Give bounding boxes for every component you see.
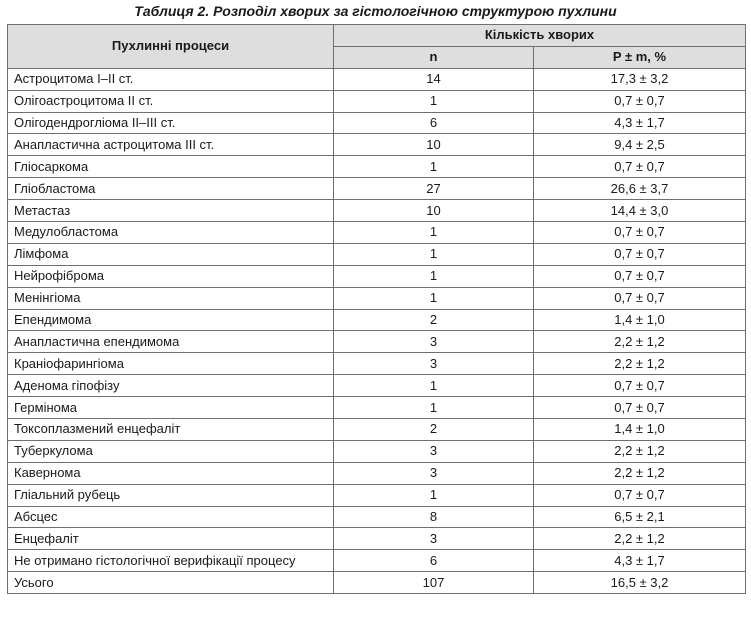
row-n-cell: 1 (334, 484, 534, 506)
row-p-cell: 0,7 ± 0,7 (534, 243, 746, 265)
row-p-cell: 9,4 ± 2,5 (534, 134, 746, 156)
row-name-cell: Астроцитома I–II ст. (8, 68, 334, 90)
row-name-cell: Не отримано гістологічної верифікації процесу (8, 550, 334, 572)
row-p-cell: 1,4 ± 1,0 (534, 309, 746, 331)
row-n-cell: 1 (334, 222, 534, 244)
row-n-cell: 1 (334, 375, 534, 397)
row-n-cell: 1 (334, 397, 534, 419)
table-row (8, 572, 746, 594)
row-n-cell: 1 (334, 243, 534, 265)
row-n-cell: 6 (334, 112, 534, 134)
row-name-cell: Епендимома (8, 309, 334, 331)
table-caption: Таблиця 2. Розподіл хворих за гістологічною структурою пухлини (134, 3, 617, 19)
row-p-cell: 0,7 ± 0,7 (534, 265, 746, 287)
header-process: Пухлинні процеси (8, 25, 334, 69)
row-n-cell: 3 (334, 331, 534, 353)
table-row (8, 353, 746, 375)
row-name-cell: Гермінома (8, 397, 334, 419)
row-n-cell: 10 (334, 200, 534, 222)
row-p-cell: 2,2 ± 1,2 (534, 353, 746, 375)
row-p-cell: 6,5 ± 2,1 (534, 506, 746, 528)
row-n-cell: 3 (334, 528, 534, 550)
row-p-cell: 1,4 ± 1,0 (534, 419, 746, 441)
table-row (8, 484, 746, 506)
row-n-cell: 10 (334, 134, 534, 156)
row-name-cell: Медулобластома (8, 222, 334, 244)
table-body (8, 68, 746, 593)
table-row (8, 112, 746, 134)
row-p-cell: 17,3 ± 3,2 (534, 68, 746, 90)
row-name-cell: Олігоастроцитома II ст. (8, 90, 334, 112)
table-row (8, 309, 746, 331)
table-row (8, 200, 746, 222)
row-p-cell: 16,5 ± 3,2 (534, 572, 746, 594)
table-row (8, 375, 746, 397)
row-name-cell: Кавернома (8, 462, 334, 484)
row-name-cell: Енцефаліт (8, 528, 334, 550)
row-p-cell: 4,3 ± 1,7 (534, 550, 746, 572)
table-row (8, 528, 746, 550)
row-n-cell: 1 (334, 90, 534, 112)
table-row (8, 134, 746, 156)
row-name-cell: Краніофарингіома (8, 353, 334, 375)
row-n-cell: 1 (334, 287, 534, 309)
row-n-cell: 1 (334, 156, 534, 178)
row-p-cell: 0,7 ± 0,7 (534, 397, 746, 419)
row-n-cell: 107 (334, 572, 534, 594)
row-name-cell: Менінгіома (8, 287, 334, 309)
row-name-cell: Токсоплазмений енцефаліт (8, 419, 334, 441)
table-row (8, 156, 746, 178)
row-name-cell: Нейрофіброма (8, 265, 334, 287)
row-n-cell: 2 (334, 419, 534, 441)
row-name-cell: Гліобластома (8, 178, 334, 200)
row-p-cell: 4,3 ± 1,7 (534, 112, 746, 134)
row-name-cell: Лімфома (8, 243, 334, 265)
row-n-cell: 14 (334, 68, 534, 90)
table-row (8, 550, 746, 572)
row-name-cell: Анапластична епендимома (8, 331, 334, 353)
row-n-cell: 8 (334, 506, 534, 528)
row-name-cell: Аденома гіпофізу (8, 375, 334, 397)
table-row (8, 331, 746, 353)
row-n-cell: 6 (334, 550, 534, 572)
table-row (8, 419, 746, 441)
table-row (8, 243, 746, 265)
table-row (8, 397, 746, 419)
header-n: n (334, 46, 534, 68)
row-n-cell: 3 (334, 353, 534, 375)
row-p-cell: 2,2 ± 1,2 (534, 462, 746, 484)
row-p-cell: 0,7 ± 0,7 (534, 287, 746, 309)
row-p-cell: 2,2 ± 1,2 (534, 440, 746, 462)
row-p-cell: 0,7 ± 0,7 (534, 484, 746, 506)
row-p-cell: 2,2 ± 1,2 (534, 528, 746, 550)
header-count-group: Кількість хворих (334, 25, 746, 47)
row-n-cell: 3 (334, 440, 534, 462)
data-table (7, 24, 746, 594)
row-p-cell: 0,7 ± 0,7 (534, 222, 746, 244)
table-row (8, 287, 746, 309)
header-row-top (8, 25, 746, 47)
table-row (8, 440, 746, 462)
row-name-cell: Метастаз (8, 200, 334, 222)
table-header (8, 25, 746, 69)
row-name-cell: Туберкулома (8, 440, 334, 462)
table-row (8, 462, 746, 484)
row-name-cell: Гліальний рубець (8, 484, 334, 506)
row-p-cell: 0,7 ± 0,7 (534, 90, 746, 112)
row-name-cell: Абсцес (8, 506, 334, 528)
row-p-cell: 26,6 ± 3,7 (534, 178, 746, 200)
table-row (8, 90, 746, 112)
row-p-cell: 2,2 ± 1,2 (534, 331, 746, 353)
header-p: P ± m, % (534, 46, 746, 68)
row-name-cell: Гліосаркома (8, 156, 334, 178)
row-n-cell: 2 (334, 309, 534, 331)
row-name-cell: Анапластична астроцитома III ст. (8, 134, 334, 156)
row-n-cell: 3 (334, 462, 534, 484)
table-row (8, 222, 746, 244)
row-name-cell: Усього (8, 572, 334, 594)
row-p-cell: 0,7 ± 0,7 (534, 375, 746, 397)
row-p-cell: 14,4 ± 3,0 (534, 200, 746, 222)
row-p-cell: 0,7 ± 0,7 (534, 156, 746, 178)
table-row (8, 68, 746, 90)
table-row (8, 178, 746, 200)
table-row (8, 506, 746, 528)
table-row (8, 265, 746, 287)
row-n-cell: 1 (334, 265, 534, 287)
row-n-cell: 27 (334, 178, 534, 200)
row-name-cell: Олігодендрогліома II–III ст. (8, 112, 334, 134)
